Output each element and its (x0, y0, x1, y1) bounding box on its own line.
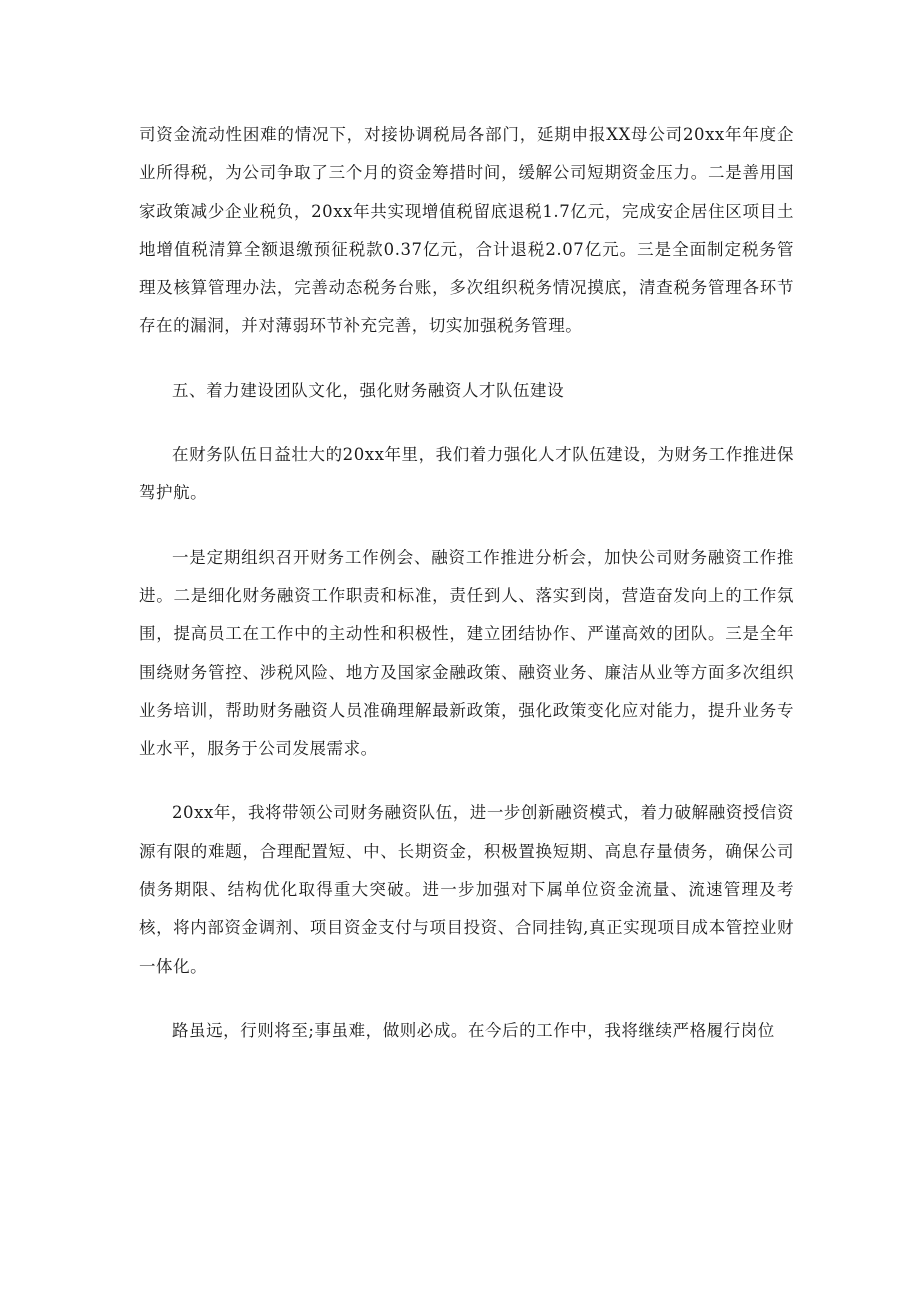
document-page (139, 116, 794, 1050)
section-heading-team-culture: 五、着力建设团队文化，强化财务融资人才队伍建设 (172, 380, 565, 400)
paragraph-team-building-intro: 在财务队伍日益壮大的20xx年里，我们着力强化人才队伍建设，为财务工作推进保驾护航。 (139, 445, 794, 503)
paragraph-next-year-plan: 20xx年，我将带领公司财务融资队伍，进一步创新融资模式，着力破解融资授信资源有限的难题，合理配置短、中、长期资金，积极置换短期、高息存量债务，确保公司债务期限、结构优化取得重大突破。进一步加强对下属单位资金流量、流速管理及考核，将内部资金调剂、项目资金支付与项目投资、合同挂钩,真正实现项目成本管控业财一体化。 (139, 803, 794, 976)
paragraph-closing: 路虽远，行则将至;事虽难，做则必成。在今后的工作中，我将继续严格履行岗位 (172, 1020, 775, 1040)
paragraph-team-building-measures: 一是定期组织召开财务工作例会、融资工作推进分析会，加快公司财务融资工作推进。二是细化财务融资工作职责和标准，责任到人、落实到岗，营造奋发向上的工作氛围，提高员工在工作中的主动性和积极性，建立团结协作、严谨高效的团队。三是全年围绕财务管控、涉税风险、地方及国家金融政策、融资业务、廉洁从业等方面多次组织业务培训，帮助财务融资人员准确理解最新政策，强化政策变化应对能力，提升业务专业水平，服务于公司发展需求。 (139, 547, 794, 759)
paragraph-tax-management: 司资金流动性困难的情况下，对接协调税局各部门，延期申报XX母公司20xx年年度企业所得税，为公司争取了三个月的资金筹措时间，缓解公司短期资金压力。二是善用国家政策减少企业税负，20xx年共实现增值税留底退税1.7亿元，完成安企居住区项目土地增值税清算全额退缴预征税款0.37亿元，合计退税2.07亿元。三是全面制定税务管理及核算管理办法，完善动态税务台账，多次组织税务情况摸底，清查税务管理各环节存在的漏洞，并对薄弱环节补充完善，切实加强税务管理。 (139, 125, 794, 336)
